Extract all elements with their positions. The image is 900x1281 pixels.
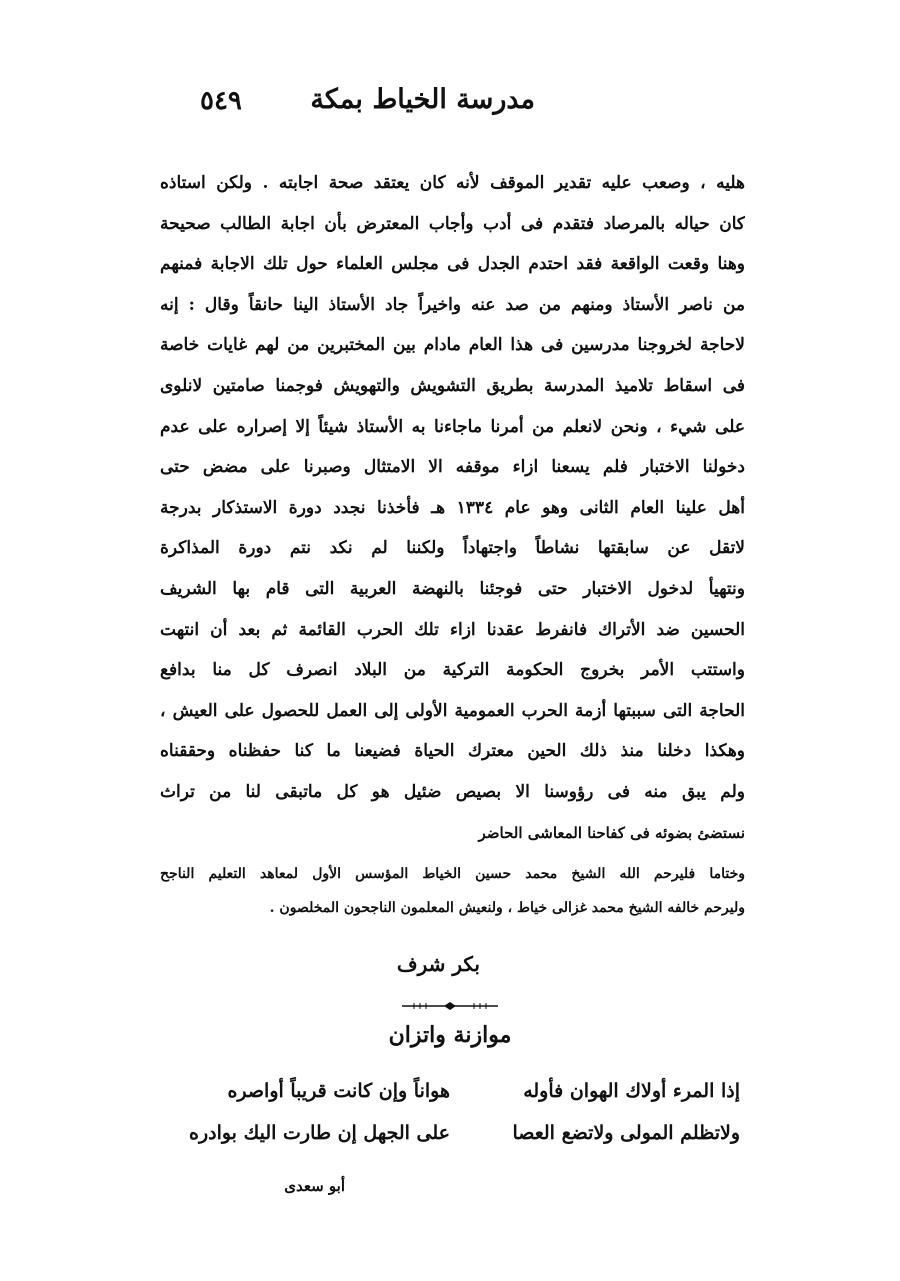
poet-name: أبو سعدى	[284, 1177, 345, 1195]
body-line: واستتب الأمر بخروج الحكومة التركية من البلاد انصرف كل منا بدافع	[160, 660, 745, 681]
body-line: ونتهيأ لدخول الاختبار حتى فوجئنا بالنهضة العربية التى قام بها الشريف	[160, 578, 745, 599]
poem-verse	[180, 1122, 740, 1162]
page-header	[200, 84, 535, 124]
running-title: مدرسة الخياط بمكة	[310, 84, 535, 115]
body-line: وهكذا دخلنا منذ ذلك الحين معترك الحياة فضيعنا ما كنا حفظناه وحققناه	[160, 741, 745, 762]
body-line: هليه ، وصعب عليه تقدير الموقف لأنه كان يعتقد صحة اجابته . ولكن استاذه	[160, 173, 745, 193]
body-line: فى اسقاط تلاميذ المدرسة بطريق التشويش والتهويش فوجمنا صامتين لانلوى	[160, 375, 745, 396]
verse-first-hemistich: إذا المرء أولاك الهوان فأوله	[523, 1080, 740, 1102]
body-line: الحسين ضد الأتراك فانفرط عقدنا ازاء تلك الحرب القائمة ثم بعد أن انتهت	[160, 619, 745, 640]
poem-title: موازنة واتزان	[388, 1022, 512, 1048]
body-line: نستضئ بضوئه فى كفاحنا المعاشى الحاضر	[478, 823, 745, 842]
ornamental-divider	[400, 1000, 500, 1012]
body-line: على شيء ، ونحن لانعلم من أمرنا ماجاءنا به الأستاذ شيئاً إلا إصراره على عدم	[160, 416, 745, 437]
body-line: أهل علينا العام الثانى وهو عام ١٣٣٤ هـ فأخذنا نجدد دورة الاستذكار بدرجة	[160, 497, 745, 518]
body-line: دخولنا الاختبار فلم يسعنا ازاء موقفه الا الامتثال وصبرنا على مضض حتى	[160, 457, 745, 478]
body-line: لاتقل عن سابقتها نشاطاً واجتهاداً ولكننا لم نكد نتم دورة المذاكرة	[160, 538, 745, 559]
body-line: وهنا وقعت الواقعة فقد احتدم الجدل فى مجلس العلماء حول تلك الاجابة فمنهم	[160, 254, 745, 275]
verse-first-hemistich: ولاتظلم المولى ولاتضع العصا	[512, 1122, 740, 1144]
closing-paragraph	[160, 857, 745, 925]
article-body	[160, 163, 745, 853]
body-line: كان حياله بالمرصاد فتقدم فى أدب وأجاب المعترض بأن اجابة الطالب صحيحة	[160, 213, 745, 234]
body-line: لاحاجة لخروجنا مدرسين فى هذا العام مادام بين المختبرين من لهم غايات خاصة	[160, 335, 745, 356]
verse-second-hemistich: على الجهل إن طارت اليك بوادره	[188, 1122, 450, 1144]
closing-line: وليرحم خالفه الشيخ محمد غزالى خياط ، ولنعيش المعلمون الناجحون المخلصون .	[269, 900, 745, 916]
body-line: من ناصر الأستاذ ومنهم من صد عنه واخيراً جاد الأستاذ الينا حانقاً وقال : إنه	[160, 294, 745, 315]
page-number: ٥٤٩	[200, 86, 242, 116]
body-line: ولم يبق منه فى رؤوسنا الا بصيص ضئيل هو كل ماتبقى لنا من تراث	[160, 781, 745, 802]
verse-second-hemistich: هواناً وإن كانت قريباً أواصره	[227, 1080, 450, 1102]
closing-line: وختاما فليرحم الله الشيخ محمد حسين الخياط المؤسس الأول لمعاهد التعليم الناجح	[160, 866, 745, 882]
body-line: الحاجة التى سببتها أزمة الحرب العمومية الأولى إلى العمل للحصول على العيش ،	[160, 700, 745, 721]
author-signature: بكر شرف	[396, 952, 480, 976]
poem-verse	[180, 1080, 740, 1120]
